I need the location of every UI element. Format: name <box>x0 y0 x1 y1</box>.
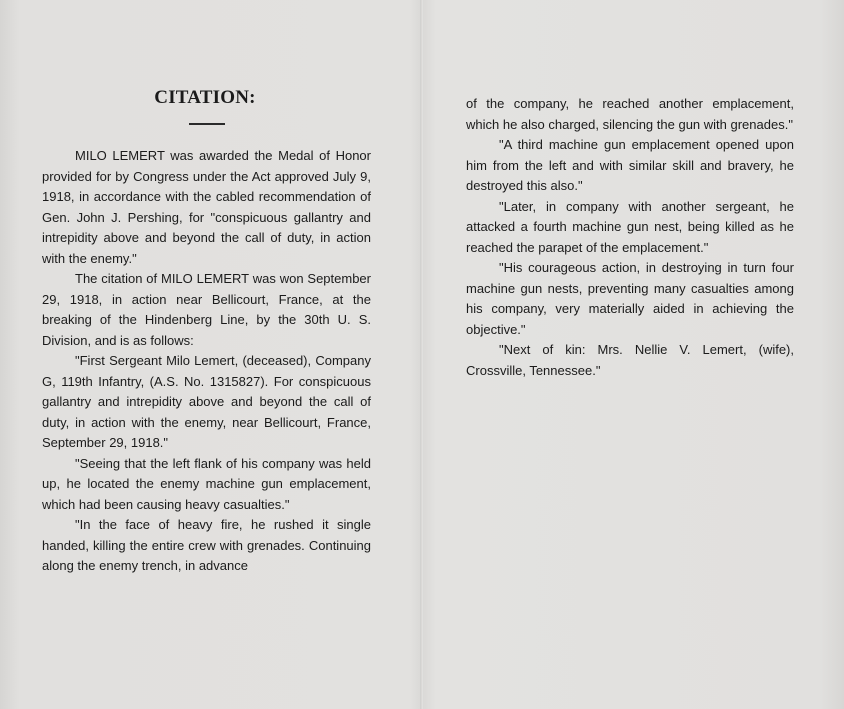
paragraph: MILO LEMERT was awarded the Medal of Honor provided for by Congress under the Act approved July 9, 1918, in accordance with the cabled recommendation of Gen. John J. Pershing, for "conspicuous gallantry and intrepidity above and beyond the call of duty, in action with the enemy." <box>42 148 371 266</box>
paragraph: "Seeing that the left flank of his company was held up, he located the enemy machine gun emplacement, which had been causing heavy casualties." <box>42 455 371 512</box>
right-column <box>466 94 794 381</box>
paragraph: of the company, he reached another emplacement, which he also charged, silencing the gun with grenades." <box>466 96 794 132</box>
paragraph: "His courageous action, in destroying in turn four machine gun nests, preventing many casualties among his company, very materially aided in achieving the objective." <box>466 260 794 337</box>
paragraph: "Later, in company with another sergeant, he attacked a fourth machine gun nest, being killed as he reached the parapet of the emplacement." <box>466 198 794 255</box>
right-page <box>422 0 844 709</box>
left-column <box>42 146 371 577</box>
paragraph: "In the face of heavy fire, he rushed it single handed, killing the entire crew with grenades. Continuing along the enemy trench, in advance <box>42 517 371 573</box>
title-rule <box>189 123 225 125</box>
page-title: CITATION: <box>154 87 256 108</box>
paragraph: "Next of kin: Mrs. Nellie V. Lemert, (wife), Crossville, Tennessee." <box>466 342 794 378</box>
paragraph: "First Sergeant Milo Lemert, (deceased), Company G, 119th Infantry, (A.S. No. 1315827). For conspicuous gallantry and intrepidity above and beyond the call of duty, in action with the enemy, near Bellicourt, France, September 29, 1918." <box>42 353 371 450</box>
paragraph: "A third machine gun emplacement opened upon him from the left and with similar skill and bravery, he destroyed this also." <box>466 137 794 193</box>
paragraph: The citation of MILO LEMERT was won September 29, 1918, in action near Bellicourt, France, at the breaking of the Hindenberg Line, by the 30th U. S. Division, and is as follows: <box>42 271 371 348</box>
